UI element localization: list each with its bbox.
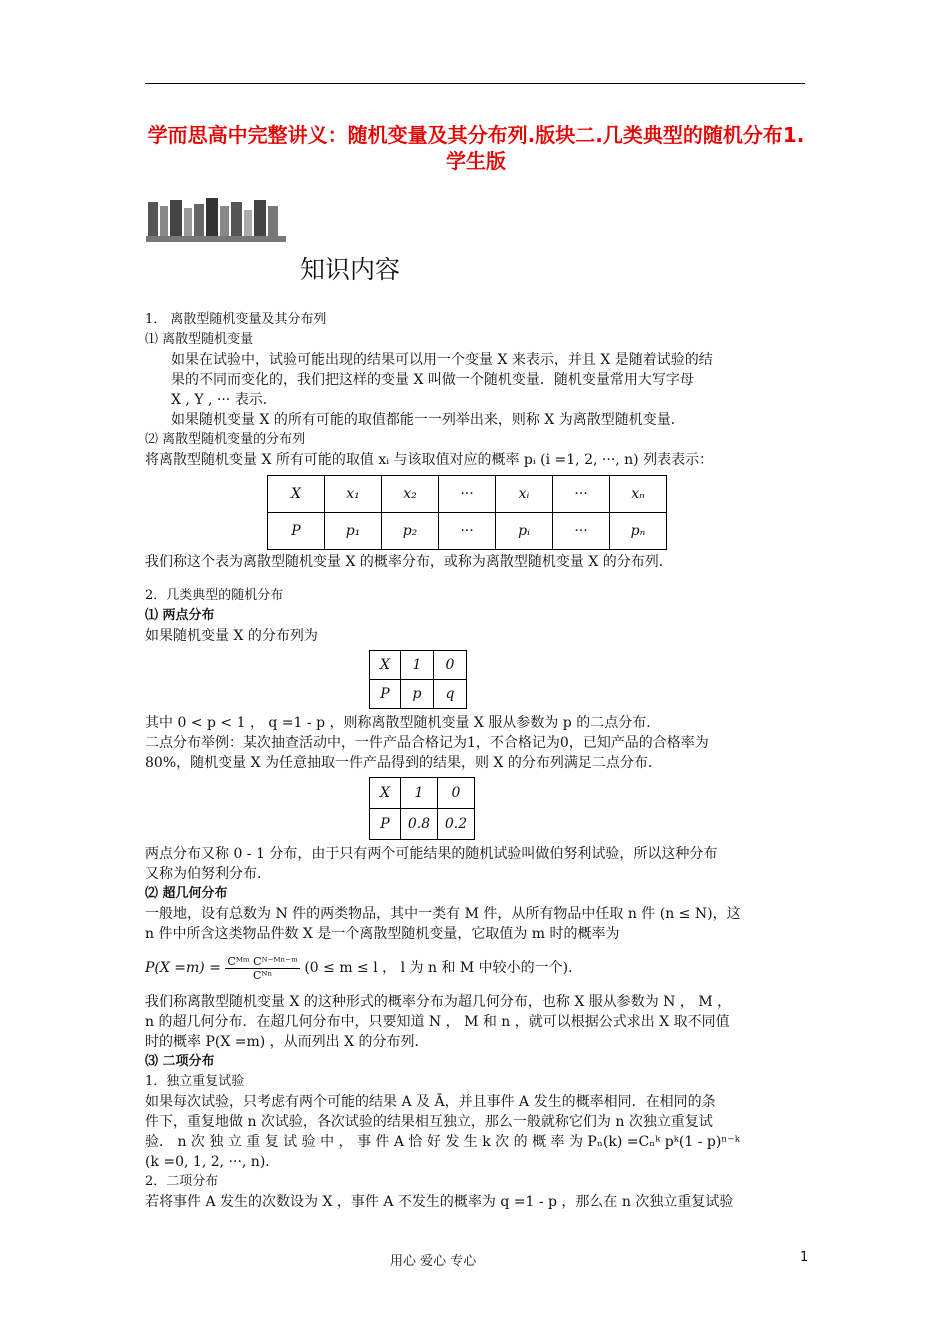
table-cell: p <box>401 680 434 709</box>
paragraph: n 件中所含这类物品件数 X 是一个离散型随机变量，它取值为 m 时的概率为 <box>145 926 620 942</box>
table-cell: 1 <box>401 778 438 809</box>
table-cell: x₂ <box>382 476 439 513</box>
paragraph: 时的概率 P(X =m) ，从而列出 X 的分布列． <box>145 1034 429 1050</box>
table-cell: 0 <box>438 778 475 809</box>
table-cell: P <box>370 680 401 709</box>
footer-motto: 用心 爱心 专心 <box>390 1254 477 1269</box>
subheading-binomial-distribution: 2．二项分布 <box>145 1174 219 1189</box>
table-cell: 0 <box>434 651 467 680</box>
table-cell: 1 <box>401 651 434 680</box>
books-illustration-icon <box>144 196 288 244</box>
subheading-distribution: ⑵ 离散型随机变量的分布列 <box>145 432 306 447</box>
table-cell: ··· <box>553 476 610 513</box>
hypergeometric-formula <box>145 948 810 988</box>
table-cell: P <box>268 513 325 550</box>
header-rule <box>145 83 805 84</box>
paragraph: 又称为伯努利分布． <box>145 866 271 882</box>
formula-denominator: Cᴺⁿ <box>253 968 273 982</box>
paragraph: 80%，随机变量 X 为任意抽取一件产品得到的结果，则 X 的分布列满足二点分布． <box>145 755 662 771</box>
heading-2: 2．几类典型的随机分布 <box>145 588 284 603</box>
subheading-binomial: ⑶ 二项分布 <box>145 1054 215 1069</box>
paragraph: 二点分布举例：某次抽查活动中，一件产品合格记为1，不合格记为0，已知产品的合格率为 <box>145 735 709 751</box>
paragraph: 将离散型随机变量 X 所有可能的取值 xᵢ 与该取值对应的概率 pᵢ (i =1, 2, ···, n) 列表表示： <box>145 452 714 468</box>
table-cell: q <box>434 680 467 709</box>
paragraph: n 的超几何分布．在超几何分布中，只要知道 N ， M 和 n ，就可以根据公式求出 X 取不同值 <box>145 1014 730 1030</box>
paragraph: 两点分布又称 0 - 1 分布，由于只有两个可能结果的随机试验叫做伯努利试验，所以这种分布 <box>145 846 718 862</box>
table-cell: X <box>268 476 325 513</box>
table-cell: x₁ <box>325 476 382 513</box>
two-point-example-table <box>369 777 475 840</box>
page-number: 1 <box>800 1250 809 1265</box>
table-cell: X <box>370 651 401 680</box>
paragraph: 其中 0 < p < 1 ， q =1 - p ，则称离散型随机变量 X 服从参数为 p 的二点分布． <box>145 715 661 731</box>
paragraph: 我们称离散型随机变量 X 的这种形式的概率分布为超几何分布，也称 X 服从参数为 N ， M ， <box>145 994 732 1010</box>
table-cell: xᵢ <box>496 476 553 513</box>
formula-lhs: P(X =m) = <box>145 960 221 976</box>
table-cell: P <box>370 809 401 840</box>
paragraph: (k =0, 1, 2, ···, n)． <box>145 1154 280 1170</box>
subheading-two-point: ⑴ 两点分布 <box>145 608 215 623</box>
paragraph: 如果在试验中，试验可能出现的结果可以用一个变量 X 来表示，并且 X 是随着试验的结 <box>171 352 713 368</box>
paragraph: 若将事件 A 发生的次数设为 X ，事件 A 不发生的概率为 q =1 - p ，那么在 n 次独立重复试验 <box>145 1194 734 1210</box>
table-cell: 0.2 <box>438 809 475 840</box>
subheading-independent-trials: 1．独立重复试验 <box>145 1074 245 1089</box>
formula-fraction <box>225 955 299 982</box>
paragraph: 如果随机变量 X 的所有可能的取值都能一一列举出来，则称 X 为离散型随机变量． <box>171 412 685 428</box>
paragraph: 如果每次试验，只考虑有两个可能的结果 A 及 Ā，并且事件 A 发生的概率相同．在相同的条 <box>145 1094 716 1110</box>
document-title: 学而思高中完整讲义：随机变量及其分布列.版块二.几类典型的随机分布1.学生版 <box>147 123 805 173</box>
paragraph: 一般地，设有总数为 N 件的两类物品，其中一类有 M 件，从所有物品中任取 n 件 (n ≤ N)，这 <box>145 906 741 922</box>
table-cell: pᵢ <box>496 513 553 550</box>
distribution-table <box>267 475 667 550</box>
paragraph: 我们称这个表为离散型随机变量 X 的概率分布，或称为离散型随机变量 X 的分布列． <box>145 554 673 570</box>
paragraph: 验． n 次 独 立 重 复 试 验 中 ， 事 件 A 恰 好 发 生 k 次 的 概 率 为 Pₙ(k) =Cₙᵏ pᵏ(1 - p)ⁿ⁻ᵏ <box>145 1134 740 1150</box>
section-heading: 知识内容 <box>300 255 401 284</box>
table-cell: pₙ <box>610 513 667 550</box>
subheading-hypergeometric: ⑵ 超几何分布 <box>145 886 228 901</box>
formula-numerator: Cᴹᵐ Cᴺ⁻ᴹⁿ⁻ᵐ <box>227 954 298 968</box>
paragraph: 如果随机变量 X 的分布列为 <box>145 628 318 644</box>
paragraph: 果的不同而变化的，我们把这样的变量 X 叫做一个随机变量．随机变量常用大写字母 <box>171 372 694 388</box>
two-point-table <box>369 650 467 709</box>
heading-1: 1． 离散型随机变量及其分布列 <box>145 312 327 327</box>
paragraph: 件下，重复地做 n 次试验，各次试验的结果相互独立，那么一般就称它们为 n 次独立重复试 <box>145 1114 713 1130</box>
subheading-discrete: ⑴ 离散型随机变量 <box>145 332 254 347</box>
table-cell: ··· <box>553 513 610 550</box>
table-cell: ··· <box>439 513 496 550</box>
table-cell: p₁ <box>325 513 382 550</box>
table-cell: X <box>370 778 401 809</box>
table-cell: xₙ <box>610 476 667 513</box>
table-cell: p₂ <box>382 513 439 550</box>
table-cell: ··· <box>439 476 496 513</box>
document-body <box>145 310 810 1212</box>
paragraph: X , Y , ··· 表示． <box>171 392 277 408</box>
table-cell: 0.8 <box>401 809 438 840</box>
formula-rhs: (0 ≤ m ≤ l ， l 为 n 和 M 中较小的一个)． <box>304 960 583 976</box>
